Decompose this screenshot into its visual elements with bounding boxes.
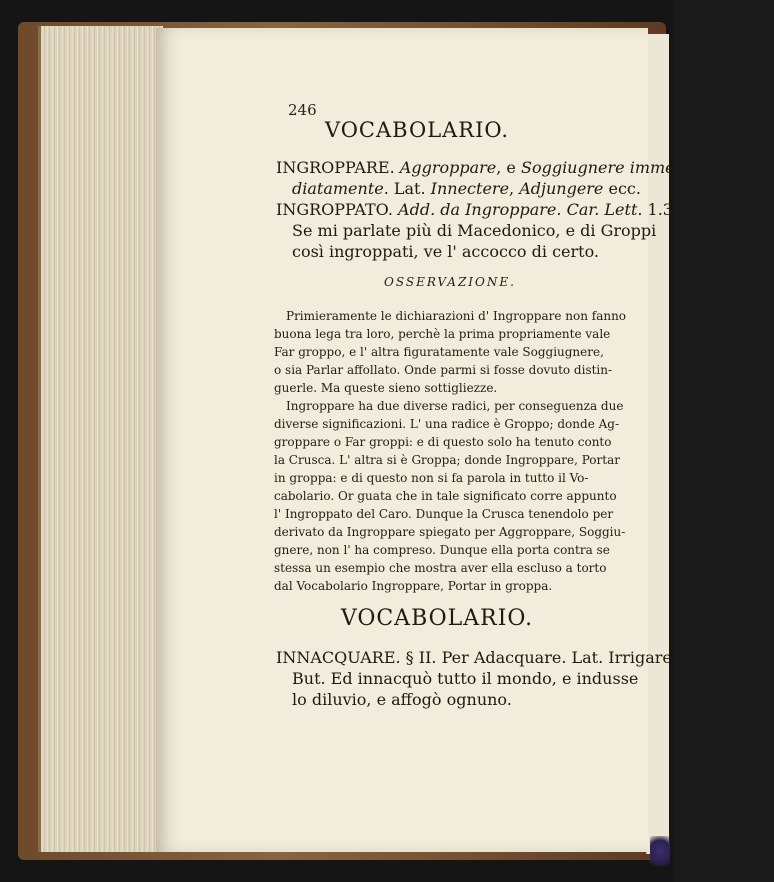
entry-italic: Aggroppare	[399, 158, 497, 177]
ink-stain	[650, 836, 670, 866]
entry-text: Se mi parlate più di Macedonico, e di Groppi	[292, 221, 657, 240]
entry-line: lo diluvio, e affogò ognuno.	[292, 690, 512, 709]
osservazione-line: buona lega tra loro, perchè la prima propriamente vale	[274, 327, 611, 341]
osservazione-line: cabolario. Or guata che in tale significato corre appunto	[274, 489, 617, 503]
osservazione-line: o sia Parlar affollato. Onde parmi si fosse dovuto distin-	[274, 363, 613, 377]
entry-head: INGROPPARE.	[276, 158, 400, 177]
osservazione-line: Far groppo, e l' altra figuratamente vale Soggiugnere,	[274, 345, 604, 359]
entry-line	[292, 178, 641, 199]
osservazione-title: OSSERVAZIONE.	[384, 275, 516, 289]
osservazione-line: l' Ingroppato del Caro. Dunque la Crusca tenendolo per	[274, 507, 614, 521]
entry-italic: Add. da Ingroppare. Car. Lett.	[398, 200, 643, 219]
entry-line: INNACQUARE. § II. Per Adacquare. Lat. Irrigare.	[276, 648, 677, 667]
entry-line	[276, 199, 688, 220]
entry-italic: diatamente	[292, 179, 384, 198]
osservazione-line: stessa un esempio che mostra aver ella escluso a torto	[274, 561, 607, 575]
osservazione-line: Ingroppare ha due diverse radici, per conseguenza due	[286, 399, 624, 413]
osservazione-line: la Crusca. L' altra si è Groppa; donde Ingroppare, Portar	[274, 453, 620, 467]
osservazione-line: dal Vocabolario Ingroppare, Portar in groppa.	[274, 579, 553, 593]
entry-line	[276, 157, 680, 178]
entry-text: 1.33.	[642, 200, 689, 219]
osservazione-line: Primieramente le dichiarazioni d' Ingroppare non fanno	[286, 309, 627, 323]
entry-italic: Innectere	[430, 179, 510, 198]
entry-line	[292, 241, 599, 262]
entry-text: , e	[496, 158, 521, 177]
entry-text: . Lat.	[383, 179, 431, 198]
entry-italic: Adjungere	[519, 179, 604, 198]
entry-line	[292, 220, 656, 241]
entry-text: ,	[509, 179, 520, 198]
heading-top: VOCABOLARIO.	[324, 118, 510, 142]
page-number: 246	[288, 101, 317, 119]
osservazione-line: gnere, non l' ha compreso. Dunque ella porta contra se	[274, 543, 610, 557]
heading-bottom: VOCABOLARIO.	[340, 606, 534, 631]
osservazione-line: groppare o Far groppi: e di questo solo ha tenuto conto	[274, 435, 612, 449]
page-edges	[38, 26, 163, 852]
osservazione-line: in groppa: e di questo non si fa parola in tutto il Vo-	[274, 471, 589, 485]
osservazione-line: derivato da Ingroppare spiegato per Aggroppare, Soggiu-	[274, 525, 626, 539]
osservazione-line: diverse significazioni. L' una radice è Groppo; donde Ag-	[274, 417, 620, 431]
entry-italic: Soggiugnere imme-	[520, 158, 681, 177]
entry-text: ecc.	[603, 179, 641, 198]
entry-line: But. Ed innacquò tutto il mondo, e indusse	[292, 669, 639, 688]
entry-text: così ingroppati, ve l' accocco di certo.	[292, 242, 600, 261]
entry-head: INGROPPATO.	[276, 200, 399, 219]
osservazione-line: guerle. Ma queste sieno sottigliezze.	[274, 381, 498, 395]
